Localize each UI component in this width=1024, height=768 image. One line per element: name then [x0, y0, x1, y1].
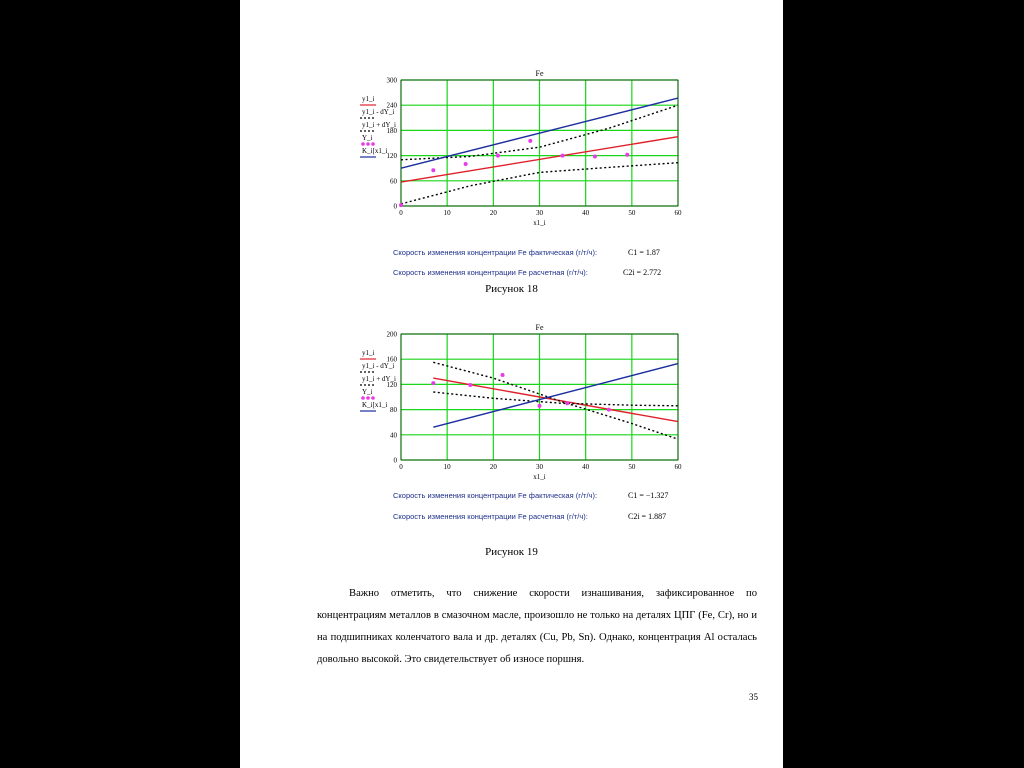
- calc-rate-label: Скорость изменения концентрации Fe расчетная (г/т/ч):: [393, 268, 588, 277]
- legend-marker: [361, 396, 365, 400]
- data-point: [538, 404, 542, 408]
- x-tick-label: 20: [489, 209, 497, 217]
- y-tick-label: 120: [386, 152, 397, 161]
- data-point: [565, 401, 569, 405]
- y-tick-label: 200: [386, 330, 397, 339]
- document-page: [240, 0, 783, 768]
- data-point: [501, 373, 505, 377]
- legend-marker: [366, 396, 370, 400]
- body-paragraph: Важно отметить, что снижение скорости изнашивания, зафиксированное по концентрациям металлов в смазочном масле, произошло не только на деталях ЦПГ (Fe, Cr), но и на подшипниках коленчатого вала и др. деталях (Cu, Pb, Sn). Однако, концентрация Al осталась довольно высокой. Это свидетельствует об износе поршня.: [317, 588, 757, 665]
- calc-rate-value: C2i = 2.772: [623, 268, 662, 277]
- fact-rate-value: C1 = −1.327: [628, 491, 669, 500]
- x-tick-label: 0: [399, 463, 403, 471]
- y-tick-label: 0: [393, 456, 397, 465]
- x-tick-label: 40: [582, 209, 590, 217]
- y-tick-label: 120: [386, 380, 397, 389]
- chart-figure-18: [240, 60, 783, 300]
- y-tick-label: 0: [393, 202, 397, 211]
- x-tick-label: 60: [674, 209, 682, 217]
- x-axis-label: x1_i: [533, 219, 546, 227]
- x-tick-label: 40: [582, 463, 590, 471]
- legend-marker: [371, 396, 375, 400]
- chart-fe-18: [240, 60, 783, 300]
- figure-caption: Рисунок 18: [485, 283, 538, 295]
- legend-label: y1_i + dY_i: [362, 121, 396, 129]
- y-tick-label: 40: [390, 431, 397, 440]
- legend-label: K_i[x1_i: [362, 147, 388, 155]
- data-point: [528, 139, 532, 143]
- x-tick-label: 30: [536, 463, 543, 471]
- x-tick-label: 20: [489, 463, 497, 471]
- y-tick-label: 80: [390, 406, 397, 415]
- chart-title: Fe: [535, 323, 544, 332]
- y-tick-label: 180: [386, 126, 397, 135]
- legend-label: K_i[x1_i: [362, 401, 388, 409]
- legend-label: y1_i - dY_i: [362, 108, 395, 116]
- data-point: [561, 154, 565, 158]
- legend-label: y1_i: [362, 349, 375, 357]
- data-point: [464, 162, 468, 166]
- x-tick-label: 60: [674, 463, 682, 471]
- figure-caption: Рисунок 19: [485, 546, 538, 558]
- legend-label: Y_i: [362, 388, 373, 396]
- legend-marker: [371, 142, 375, 146]
- y-tick-label: 300: [386, 76, 397, 85]
- data-point: [496, 154, 500, 158]
- data-point: [399, 203, 403, 207]
- calc-rate-value: C2i = 1.887: [628, 512, 667, 521]
- legend-label: Y_i: [362, 134, 373, 142]
- fact-rate-label: Скорость изменения концентрации Fe фактическая (г/т/ч):: [393, 491, 598, 500]
- legend-label: y1_i + dY_i: [362, 375, 396, 383]
- legend-marker: [361, 142, 365, 146]
- fact-rate-label: Скорость изменения концентрации Fe фактическая (г/т/ч):: [393, 248, 598, 257]
- legend-marker: [366, 142, 370, 146]
- x-tick-label: 30: [536, 209, 543, 217]
- x-axis-label: x1_i: [533, 473, 546, 481]
- x-tick-label: 10: [443, 463, 451, 471]
- data-point: [431, 381, 435, 385]
- legend-label: y1_i: [362, 95, 375, 103]
- chart-title: Fe: [535, 69, 544, 78]
- data-point: [593, 154, 597, 158]
- data-point: [431, 168, 435, 172]
- legend-label: y1_i - dY_i: [362, 362, 395, 370]
- y-tick-label: 160: [386, 355, 397, 364]
- calc-rate-label: Скорость изменения концентрации Fe расчетная (г/т/ч):: [393, 512, 588, 521]
- x-tick-label: 0: [399, 209, 403, 217]
- x-tick-label: 10: [443, 209, 451, 217]
- y-tick-label: 60: [390, 177, 397, 186]
- data-point: [468, 383, 472, 387]
- data-point: [607, 408, 611, 412]
- y-tick-label: 240: [386, 101, 397, 110]
- page-number: 35: [749, 692, 758, 702]
- data-point: [625, 153, 629, 157]
- fact-rate-value: C1 = 1.87: [628, 248, 660, 257]
- x-tick-label: 50: [628, 463, 636, 471]
- x-tick-label: 50: [628, 209, 636, 217]
